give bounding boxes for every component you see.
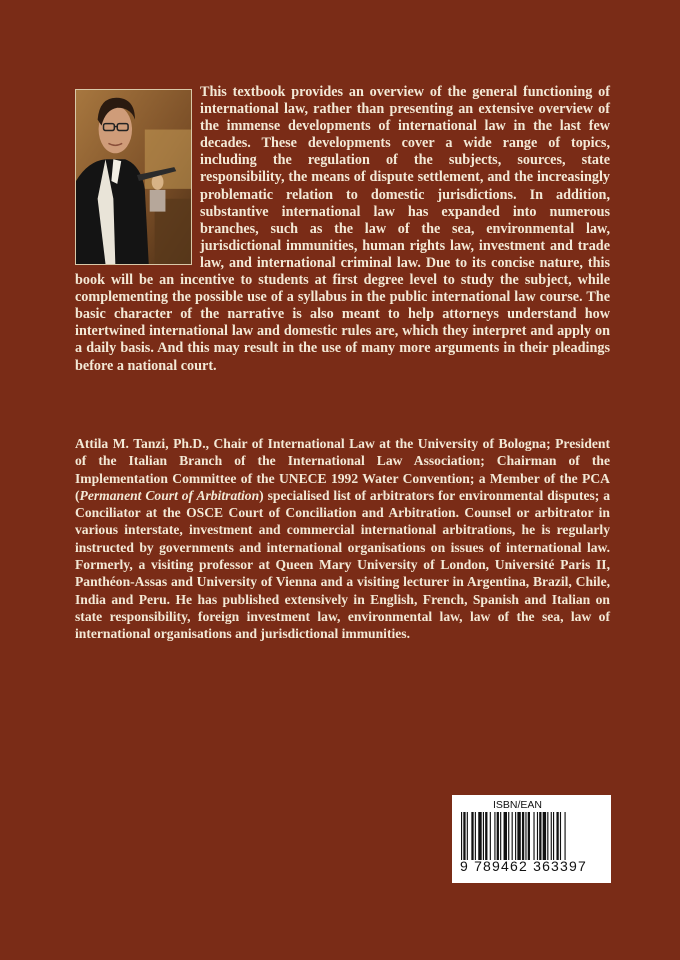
barcode-bar <box>547 812 548 860</box>
barcode-bar <box>515 812 516 860</box>
barcode-bar <box>504 812 507 860</box>
book-description <box>75 84 610 375</box>
barcode-bar <box>461 812 462 860</box>
barcode-bar <box>463 812 465 860</box>
barcode-bar <box>565 812 566 860</box>
barcode-bar <box>490 812 491 860</box>
barcode-bar <box>475 812 476 860</box>
isbn-label: ISBN/EAN <box>493 799 543 811</box>
barcode-bar <box>517 812 520 860</box>
barcode-bar <box>525 812 526 860</box>
author-biography: Attila M. Tanzi, Ph.D., Chair of International Law at the University of Bologna; President of the Italian Branch of the International Law Association; Chairman of the Implementation Committee of the UNECE 1992 Water Convention; a Member of the PCA (Permanent Court of Arbitration) specialised list of arbitrators for environmental disputes; a Conciliator at the OSCE Court of Conciliation and Arbitration. Counsel or arbitrator in various interstate, investment and commercial international arbitrations, he is regularly instructed by governments and international organisations on issues of international law. Formerly, a visiting professor at Queen Mary University of London, Université Paris II, Panthéon-Assas and University of Vienna and a visiting lecturer in Argentina, Brazil, Chile, India and Peru. He has published extensively in English, French, Spanish and Italian on state responsibility, foreign investment law, environmental law, law of the sea, law of international organisations and jurisdictional immunities. <box>75 436 611 642</box>
barcode-bar <box>522 812 524 860</box>
barcode-bar <box>528 812 530 860</box>
barcode-bar <box>497 812 499 860</box>
barcode-bar <box>553 812 554 860</box>
barcode-bar <box>508 812 509 860</box>
barcode-bar <box>537 812 538 860</box>
barcode-bar <box>539 812 541 860</box>
isbn-barcode <box>452 795 611 883</box>
barcode-bar <box>551 812 552 860</box>
barcode-bar <box>500 812 501 860</box>
book-description-text: This textbook provides an overview of the general functioning of international law, rather than presenting an extensive overview of the immense developments of international law in the last few decades. These developments cover a wide range of topics, including the regulation of the subjects, sources, state responsibility, the means of dispute settlement, and the increasingly problematic relation to domestic jurisdictions. In addition, substantive international law has expanded into numerous branches, such as the law of the sea, environmental law, jurisdictional immunities, human rights law, investment and trade law, and international criminal law. Due to its concise nature, this book will be an incentive to students at first degree level to study the subject, while complementing the possible use of a syllabus in the public international law course. The basic character of the narrative is also meant to help attorneys understand how intertwined international law and domestic rules are, which they interpret and apply on a daily basis. And this may result in the use of many more arguments in their pleadings before a national court. <box>75 84 610 374</box>
barcode-bar <box>556 812 558 860</box>
barcode-bar <box>543 812 546 860</box>
barcode-bar <box>471 812 473 860</box>
barcode-bar <box>467 812 468 860</box>
barcode-bar <box>512 812 513 860</box>
barcode-bar <box>494 812 495 860</box>
isbn-number: 9 789462 363397 <box>460 858 587 874</box>
barcode-bar <box>560 812 561 860</box>
barcode-bar <box>533 812 534 860</box>
barcode-bars <box>460 812 603 860</box>
pca-full-name: Permanent Court of Arbitration <box>79 487 260 503</box>
barcode-bar <box>483 812 484 860</box>
barcode-bar <box>485 812 487 860</box>
barcode-bar <box>478 812 481 860</box>
